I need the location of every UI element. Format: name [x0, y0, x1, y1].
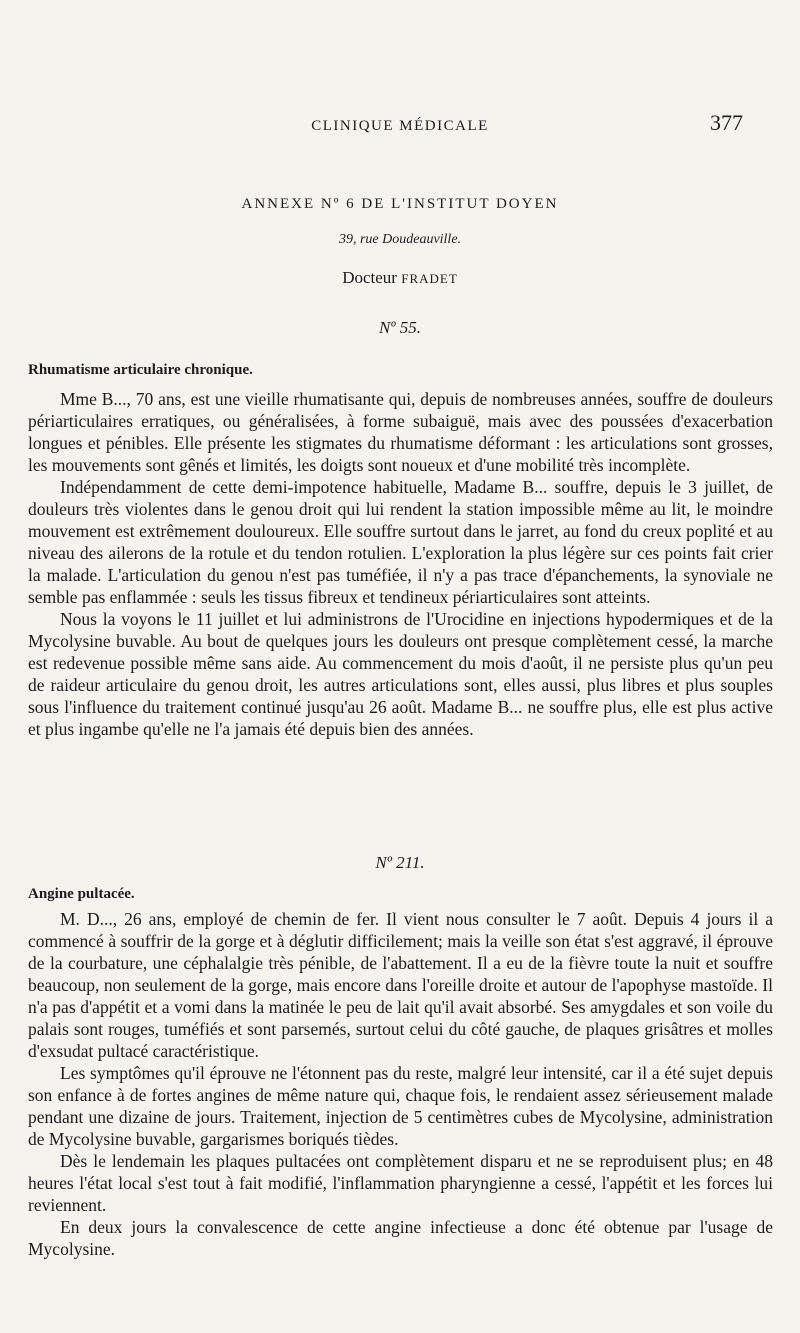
paragraph: Dès le lendemain les plaques pultacées ont complètement disparu et ne se reproduisent plus; en 48 heures l'état local s'est tout à fait modifié, l'inflammation pharyngienne a cessé, l'appétit et les forces lui reviennent.	[28, 1151, 773, 1215]
case-number-211: Nº 211.	[375, 853, 425, 872]
section-heading-angine: Angine pultacée.	[28, 886, 135, 902]
case-211-body	[28, 908, 773, 1260]
doctor-name: FRADET	[401, 271, 458, 286]
page-number: 377	[710, 110, 743, 135]
address: 39, rue Doudeauville.	[338, 232, 462, 247]
paragraph: M. D..., 26 ans, employé de chemin de fer. Il vient nous consulter le 7 août. Depuis 4 jours il a commencé à souffrir de la gorge et à déglutir difficilement; mais la veille son état s'est aggravé, il éprouve de la courbature, une céphalalgie très pénible, de l'abattement. Il a eu de la fièvre toute la nuit et souffre beaucoup, non seulement de la gorge, mais encore dans l'oreille droite et autour de l'apophyse mastoïde. Il n'a pas d'appétit et a vomi dans la matinée le peu de lait qu'il avait absorbé. Ses amygdales et son voile du palais sont rouges, tuméfiés et sont parsemés, surtout celui du côté gauche, de plaques grisâtres et molles d'exsudat pultacé caractéristique.	[28, 909, 773, 1061]
section-heading-rhumatisme: Rhumatisme articulaire chronique.	[28, 362, 253, 378]
doctor-line	[0, 268, 800, 288]
annexe-title: ANNEXE Nº 6 DE L'INSTITUT DOYEN	[241, 196, 559, 212]
paragraph: Indépendamment de cette demi-impotence habituelle, Madame B... souffre, depuis le 3 juillet, de douleurs très violentes dans le genou droit qui lui rendent la station impossible même au lit, le moindre mouvement est extrêmement douloureux. Elle souffre surtout dans le jarret, au fond du creux poplité et au niveau des ailerons de la rotule et du tendon rotulien. L'exploration la plus légère sur ces points fait crier la malade. L'articulation du genou n'est pas tuméfiée, il n'y a pas trace d'épanchements, la synoviale ne semble pas enflammée : seuls les tissus fibreux et tendineux périarticulaires sont atteints.	[28, 477, 773, 607]
case-55-body	[28, 388, 773, 740]
case-number-55: Nº 55.	[378, 318, 422, 337]
running-head: CLINIQUE MÉDICALE	[311, 118, 489, 134]
paragraph: En deux jours la convalescence de cette angine infectieuse a donc été obtenue par l'usage de Mycolysine.	[28, 1217, 773, 1259]
paragraph: Les symptômes qu'il éprouve ne l'étonnent pas du reste, malgré leur intensité, car il a été sujet depuis son enfance à de fortes angines de même nature qui, chaque fois, le rendaient assez sérieusement malade pendant une dizaine de jours. Traitement, injection de 5 centimètres cubes de Mycolysine, administration de Mycolysine buvable, gargarismes boriqués tièdes.	[28, 1063, 773, 1149]
paragraph: Nous la voyons le 11 juillet et lui administrons de l'Urocidine en injections hypodermiques et de la Mycolysine buvable. Au bout de quelques jours les douleurs ont presque complètement cessé, la marche est redevenue possible même sans aide. Au commencement du mois d'août, il ne persiste plus qu'un peu de raideur articulaire du genou droit, les autres articulations sont, elles aussi, plus libres et plus souples sous l'influence du traitement continué jusqu'au 26 août. Madame B... ne souffre plus, elle est plus active et plus ingambe qu'elle ne l'a jamais été depuis bien des années.	[28, 609, 773, 739]
doctor-prefix: Docteur	[342, 268, 397, 287]
paragraph: Mme B..., 70 ans, est une vieille rhumatisante qui, depuis de nombreuses années, souffre de douleurs périarticulaires erratiques, ou généralisées, à forme subaiguë, mais avec des poussées d'exacerbation longues et pénibles. Elle présente les stigmates du rhumatisme déformant : les articulations sont grosses, les mouvements sont gênés et limités, les doigts sont noueux et d'une mobilité très incomplète.	[28, 389, 773, 475]
